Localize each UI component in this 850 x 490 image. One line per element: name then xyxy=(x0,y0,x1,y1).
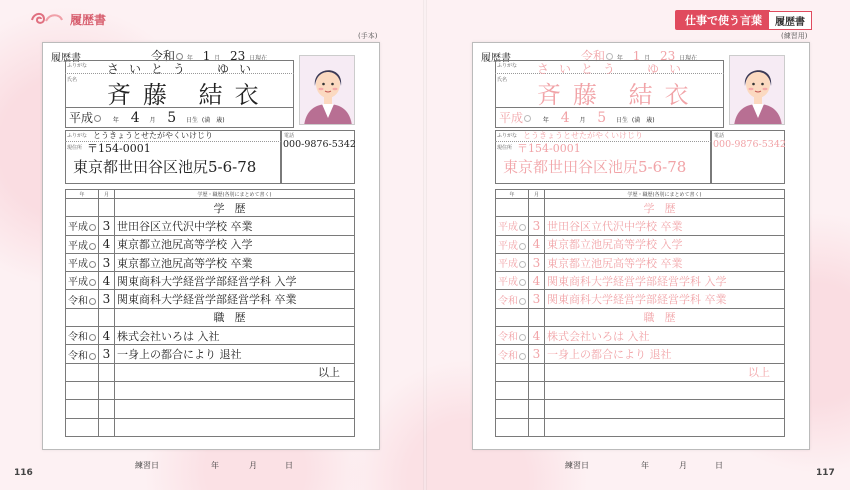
table-row xyxy=(496,308,785,326)
table-row xyxy=(66,199,355,217)
practice-day: 日 xyxy=(285,461,293,470)
table-row xyxy=(66,400,355,418)
header-content: 学歴・職歴(各別にまとめて書く) xyxy=(115,190,355,199)
header-month: 月 xyxy=(529,190,545,199)
table-row xyxy=(66,345,355,363)
row-era: 平成 xyxy=(496,253,529,271)
practice-day: 日 xyxy=(715,461,723,470)
left-page-form: 履歴書 令和 年 1 月 23 日現在 ふりがな さいとう ゆい 氏名 斉藤 結衣 平成 年 4 月 5 日生 (満 歳) ふりがな とうきょうとせたがやくいけじり 現住所 〒154-0001 東京都世田谷区池尻5-6-78 電話 000-9876-5342 年 月 学歴・職歴(各別にまとめて書く) 学歴 平成 3 世田谷区立代沢中学校 卒業 平成 4 東京都立池尻高等学校 入学 平成 3 東京都立池尻高等学校 卒業 平成 4 関東商科大学経営学部経営学科 入学 令和 3 関東商科大学経営学部経営学科 卒業 職歴 令和 4 株式会社いろは 入社 令和 3 一身上の都合により 退社 以上 xyxy=(42,42,380,450)
header-tag: 仕事で使う言葉 xyxy=(675,10,770,30)
address: 東京都世田谷区池尻5-6-78 xyxy=(73,158,257,176)
postal-code: 〒154-0001 xyxy=(517,142,581,155)
circle-mark-icon xyxy=(519,224,526,231)
circle-mark-icon xyxy=(89,279,96,286)
date-era: 令和 xyxy=(581,49,606,63)
applicant-photo xyxy=(729,55,785,125)
form-date: 令和 年 1 月 23 日現在 xyxy=(581,49,698,63)
row-content: 世田谷区立代沢中学校 卒業 xyxy=(545,217,785,235)
table-row xyxy=(66,272,355,290)
table-row xyxy=(496,363,785,381)
history-header-row xyxy=(496,190,785,199)
row-month: 3 xyxy=(529,253,545,271)
table-row xyxy=(496,290,785,308)
row-content: 株式会社いろは 入社 xyxy=(115,327,355,345)
table-row xyxy=(496,418,785,436)
circle-mark-icon xyxy=(89,261,96,268)
row-content: 株式会社いろは 入社 xyxy=(545,327,785,345)
row-content: 東京都立池尻高等学校 卒業 xyxy=(545,253,785,271)
row-era: 令和 xyxy=(496,327,529,345)
row-month: 3 xyxy=(529,217,545,235)
table-row xyxy=(66,418,355,436)
row-era: 令和 xyxy=(496,290,529,308)
circle-mark-icon xyxy=(519,334,526,341)
row-era: 平成 xyxy=(66,217,99,235)
date-day: 23 xyxy=(230,49,246,63)
row-month: 3 xyxy=(99,253,115,271)
table-row xyxy=(496,272,785,290)
circle-mark-icon xyxy=(524,115,531,122)
row-month: 4 xyxy=(99,327,115,345)
form-title: 履歴書 xyxy=(481,53,511,64)
header-right xyxy=(675,10,812,30)
circle-mark-icon xyxy=(519,279,526,286)
header-year: 年 xyxy=(66,190,99,199)
practice-label: 練習日 xyxy=(565,461,589,470)
row-month: 3 xyxy=(529,290,545,308)
address: 東京都世田谷区池尻5-6-78 xyxy=(503,158,687,176)
row-era: 平成 xyxy=(66,272,99,290)
row-era: 平成 xyxy=(496,217,529,235)
row-era: 令和 xyxy=(66,327,99,345)
row-month: 4 xyxy=(99,235,115,253)
right-page-form: 履歴書 令和 年 1 月 23 日現在 ふりがな さいとう ゆい 氏名 斉藤 結衣 平成 年 4 月 5 日生 (満 歳) ふりがな とうきょうとせたがやくいけじり 現住所 〒154-0001 東京都世田谷区池尻5-6-78 電話 000-9876-5342 年 月 学歴・職歴(各別にまとめて書く) 学歴 平成 3 世田谷区立代沢中学校 卒業 平成 4 東京都立池尻高等学校 入学 平成 3 東京都立池尻高等学校 卒業 平成 4 関東商科大学経営学部経営学科 入学 令和 3 関東商科大学経営学部経営学科 卒業 職歴 令和 4 株式会社いろは 入社 令和 3 一身上の都合により 退社 以上 xyxy=(472,42,810,450)
circle-mark-icon xyxy=(94,115,101,122)
row-era: 令和 xyxy=(496,345,529,363)
section-heading: 職歴 xyxy=(115,308,355,326)
swirl-logo-icon xyxy=(30,10,64,28)
row-month: 3 xyxy=(99,290,115,308)
address-furigana: とうきょうとせたがやくいけじり xyxy=(93,131,213,140)
circle-mark-icon xyxy=(519,298,526,305)
row-content: 東京都立池尻高等学校 入学 xyxy=(115,235,355,253)
name-furigana: さいとう ゆい xyxy=(107,62,262,76)
table-row xyxy=(496,217,785,235)
header-year: 年 xyxy=(496,190,529,199)
row-content: 世田谷区立代沢中学校 卒業 xyxy=(115,217,355,235)
row-era: 平成 xyxy=(66,253,99,271)
history-table xyxy=(65,189,355,437)
row-content: 一身上の都合により 退社 xyxy=(115,345,355,363)
date-month: 1 xyxy=(202,49,211,63)
address-furigana: とうきょうとせたがやくいけじり xyxy=(523,131,643,140)
practice-month: 月 xyxy=(249,461,257,470)
right-page-number: 117 xyxy=(816,468,835,478)
row-era: 令和 xyxy=(66,290,99,308)
table-row xyxy=(66,253,355,271)
circle-mark-icon xyxy=(176,53,183,60)
table-row xyxy=(496,327,785,345)
end-mark: 以上 xyxy=(115,363,355,381)
row-month: 4 xyxy=(99,272,115,290)
table-row xyxy=(66,235,355,253)
row-month: 3 xyxy=(99,345,115,363)
name-furigana: さいとう ゆい xyxy=(537,62,692,76)
book-gutter xyxy=(423,0,427,490)
form-date: 令和 年 1 月 23 日現在 xyxy=(151,49,268,63)
right-practice-date xyxy=(565,460,723,471)
phone-number: 000-9876-5342 xyxy=(283,139,356,150)
birth-date: 平成 年 4 月 5 日生 (満 歳) xyxy=(499,110,655,126)
row-era: 平成 xyxy=(496,272,529,290)
birth-date: 平成 年 4 月 5 日生 (満 歳) xyxy=(69,110,225,126)
table-row xyxy=(496,235,785,253)
row-era: 平成 xyxy=(496,235,529,253)
row-month: 4 xyxy=(529,235,545,253)
row-content: 一身上の都合により 退社 xyxy=(545,345,785,363)
end-mark: 以上 xyxy=(545,363,785,381)
postal-code: 〒154-0001 xyxy=(87,142,151,155)
circle-mark-icon xyxy=(89,353,96,360)
practice-year: 年 xyxy=(211,461,219,470)
row-content: 東京都立池尻高等学校 卒業 xyxy=(115,253,355,271)
circle-mark-icon xyxy=(89,224,96,231)
table-row xyxy=(66,363,355,381)
table-row xyxy=(66,290,355,308)
header-content: 学歴・職歴(各別にまとめて書く) xyxy=(545,190,785,199)
circle-mark-icon xyxy=(519,353,526,360)
date-era: 令和 xyxy=(151,49,176,63)
row-era: 令和 xyxy=(66,345,99,363)
section-heading: 学歴 xyxy=(115,199,355,217)
section-heading: 職歴 xyxy=(545,308,785,326)
circle-mark-icon xyxy=(89,243,96,250)
left-page-label: (手本) xyxy=(358,32,378,40)
practice-year: 年 xyxy=(641,461,649,470)
table-row xyxy=(496,381,785,399)
applicant-name: 斉藤 結衣 xyxy=(107,81,271,109)
table-row xyxy=(66,327,355,345)
row-month: 4 xyxy=(529,327,545,345)
header-right-title: 履歴書 xyxy=(768,11,812,30)
row-month: 4 xyxy=(529,272,545,290)
table-row xyxy=(66,308,355,326)
date-month: 1 xyxy=(632,49,641,63)
circle-mark-icon xyxy=(606,53,613,60)
table-row xyxy=(496,253,785,271)
right-page-label: (練習用) xyxy=(781,32,808,40)
table-row xyxy=(496,400,785,418)
row-content: 関東商科大学経営学部経営学科 卒業 xyxy=(545,290,785,308)
history-table xyxy=(495,189,785,437)
header-month: 月 xyxy=(99,190,115,199)
row-content: 東京都立池尻高等学校 入学 xyxy=(545,235,785,253)
circle-mark-icon xyxy=(519,261,526,268)
left-page-number: 116 xyxy=(14,468,33,478)
table-row xyxy=(66,381,355,399)
row-content: 関東商科大学経営学部経営学科 卒業 xyxy=(115,290,355,308)
applicant-name: 斉藤 結衣 xyxy=(537,81,701,109)
practice-month: 月 xyxy=(679,461,687,470)
table-row xyxy=(496,345,785,363)
row-month: 3 xyxy=(529,345,545,363)
circle-mark-icon xyxy=(89,334,96,341)
history-header-row xyxy=(66,190,355,199)
row-content: 関東商科大学経営学部経営学科 入学 xyxy=(115,272,355,290)
table-row xyxy=(496,199,785,217)
row-era: 平成 xyxy=(66,235,99,253)
left-practice-date xyxy=(135,460,293,471)
circle-mark-icon xyxy=(519,243,526,250)
table-row xyxy=(66,217,355,235)
phone-number: 000-9876-5342 xyxy=(713,139,786,150)
applicant-photo xyxy=(299,55,355,125)
header-left xyxy=(30,10,106,28)
form-title: 履歴書 xyxy=(51,53,81,64)
circle-mark-icon xyxy=(89,298,96,305)
header-left-title: 履歴書 xyxy=(70,12,107,27)
section-heading: 学歴 xyxy=(545,199,785,217)
row-content: 関東商科大学経営学部経営学科 入学 xyxy=(545,272,785,290)
date-day: 23 xyxy=(660,49,676,63)
row-month: 3 xyxy=(99,217,115,235)
practice-label: 練習日 xyxy=(135,461,159,470)
